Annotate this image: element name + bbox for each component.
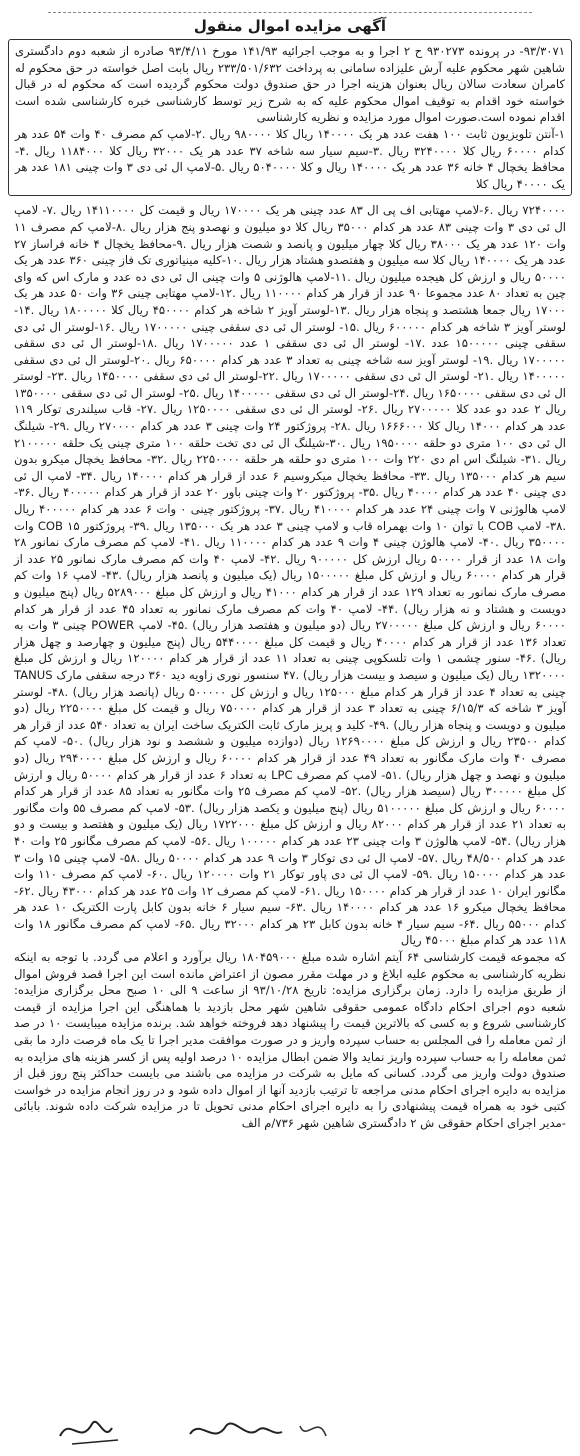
signature-scribbles bbox=[0, 1406, 580, 1452]
intro-box bbox=[8, 39, 572, 196]
notice-body bbox=[8, 202, 572, 1131]
clipping-top-edge bbox=[48, 6, 532, 13]
handwritten-signatures bbox=[0, 1406, 580, 1452]
closing-paragraph: که مجموعه قیمت کارشناسی ۶۴ آیتم اشاره شده مبلغ ۱۸۰۴۵۹۰۰۰ ریال برآورد و اعلام می گردد. با توجه به اینکه نظریه کارشناسی به محکوم علیه ابلاغ و در مهلت مقرر مصون از اعتراض مانده است این اجرا قصد فروش اموال از طریق مزایده را دارد. زمان برگزاری مزایده: تاریخ ۹۳/۱۰/۲۸ از ساعت ۹ الی ۱۰ صبح محل برگزاری مزایده: شعبه دوم اجرای احکام دادگاه عمومی حقوقی شاهین شهر محل بازدید با هماهنگی این اجرا مزایده از قیمت کارشناسی شروع و به کسی که بالاترین قیمت را پیشنهاد دهد فروخته خواهد شد. برنده مزایده میبایست ۱۰ در صد از ثمن معامله را فی المجلس به حساب سپرده واریز و در صورت موافقت مدیر اجرا تا یک ماه فرصت دارد ما بقی ثمن معامله را به حساب سپرده واریز نماید والا ضمن ابطال مزایده ۱۰ درصد اولیه پس از کسر هزینه های مزایده به صندوق دولت واریز می گردد. کسانی که مایل به شرکت در مزایده می باشند می بایست حداکثر پنج روز قبل از مزایده به دایره اجرای احکام مدنی مراجعه تا ترتیب بازدید آنها از اموال داده شود و در روز انجام مزایده در خواست کتبی خود به همراه قیمت پیشنهادی را به دایره اجرای احکام مدنی تحویل تا در مزایده شرکت داده شوند. بابائی -مدیر اجرای احکام حقوقی ش ۲ دادگستری شاهین شهر ۷۳۶/م الف bbox=[14, 950, 567, 1130]
items-list-part1: ۱-آنتن تلویزیون ثابت ۱۰۰ هفت عدد هر یک ۱۴۰۰۰۰ ریال کلا ۹۸۰۰۰۰ ریال .۲-لامپ کم مصرف ۴۰ وات ۵۴ عدد هر کدام ۶۰۰۰۰ ریال کلا ۳۲۴۰۰۰۰ ریال .۳-سیم سیار سه شاخه ۳۷ عدد هر یک ۳۲۰۰۰ ریال کلا ۱۱۸۴۰۰۰ ریال .۴-محافظ یخچال ۴ خانه ۳۶ عدد هر یک ۱۴۰۰۰۰ ریال و کلا ۵۰۴۰۰۰۰ ریال .۵-لامپ ال ئی دی ۳ وات چینی ۱۸۱ عدد هر یک ۴۰۰۰۰ ریال کلا bbox=[15, 126, 566, 191]
items-list-part2: ۷۲۴۰۰۰۰ ریال .۶-لامپ مهتابی اف پی ال ۸۳ عدد چینی هر یک ۱۷۰۰۰۰ ریال و قیمت کل ۱۴۱۱۰۰۰۰ ریال .۷- لامپ ال ئی دی ۳ وات چینی ۸۳ عدد هر کدام ۳۵۰۰۰ ریال کلا دو میلیون و نهصدو پنج هزار ریال .۸-لامپ کم مصرف ۱۱ وات ۱۲۰ عدد هر یک ۳۸۰۰۰ ریال کلا چهار میلیون و پانصد و شصت هزار ریال .۹-محافظ یخچال ۴ خانه فراساز ۲۷ عدد هر یک ۱۴۰۰۰۰ ریال کلا سه میلیون و هفتصدو هشتاد هزار ریال .۱۰-کلیه مینیاتوری تک فاز چینی ۳۶۰ عدد هر یک ۵۰۰۰۰ ریال و ارزش کل هیجده میلیون ریال .۱۱-لامپ هالوژنی ۵ وات چینی ال ئی دی ده عدد و مارک اس که وای چین به تعداد ۸۰ عدد مجموعا ۹۰ عدد از قرار هر کدام ۱۱۰۰۰۰ ریال .۱۲-لامپ مهتابی چینی ۳۶ وات ۵۰ عدد هر یک ۱۷۰۰۰ ریال جمعا هشتصد و پنجاه هزار ریال .۱۳-لوستر آویز ۲ شاخه هر کدام ۴۵۰۰۰۰ ریال کلا ۱۸۰۰۰۰۰ ریال .۱۴-لوستر آویز ۳ شاخه هر کدام ۶۰۰۰۰۰ ریال .۱۵- لوستر ال ئی دی سقفی چینی ۱۷۰۰۰۰۰ ریال .۱۶-لوستر ال ئی دی سقفی چینی ۱۵۰۰۰۰۰ عدد .۱۷- لوستر ال ئی دی سقفی ۱ عدد ۱۷۰۰۰۰۰ ریال .۱۸-لوستر ال ئی دی سقفی ۱۷۰۰۰۰۰ ریال .۱۹- لوستر آویز سه شاخه چینی به تعداد ۳ عدد هر کدام ۶۵۰۰۰۰ ریال .۲۰-لوستر ال ئی دی سقفی ۱۴۰۰۰۰۰ ریال .۲۱- لوستر ال ئی دی سقفی ۱۷۰۰۰۰۰ ریال .۲۲-لوستر ال ئی دی سقفی ۱۴۵۰۰۰۰ ریال .۲۳- لوستر ال ئی دی سقفی ۱۶۵۰۰۰۰ ریال .۲۴-لوستر ال ئی دی سقفی ۱۴۰۰۰۰۰ ریال .۲۵- لوستر ال ئی دی سقفی ۱۳۵۰۰۰۰ ریال ۲ عدد دو عدد کلا ۲۷۰۰۰۰۰ ریال .۲۶- لوستر ال ئی دی سقفی ۱۲۵۰۰۰۰ ریال .۲۷- قاب سیلندری توکار ۱۱۹ عدد هر کدام ۱۴۰۰۰ ریال کلا ۱۶۶۶۰۰۰ ریال .۲۸- پروژکتور ۲۴ وات چینی ۳ عدد هر کدام ۲۷۰۰۰۰ ریال .۲۹- شیلنگ ال ئی دی ۱۰۰ متری دو حلقه ۱۹۵۰۰۰۰ ریال .۳۰-شیلنگ ال ئی دی تخت حلقه ۱۰۰ متری چینی یک حلقه ۲۱۰۰۰۰۰ ریال .۳۱- شیلنگ اس ام دی ۲۲۰ وات ۱۰۰ متری دو حلقه هر حلقه ۲۲۵۰۰۰۰ ریال .۳۲- محافظ یخچال میکرو بدون سیم هر کدام ۱۳۵۰۰۰ ریال .۳۳- محافظ یخچال میکروسیم ۶ عدد از قرار هر کدام ۱۴۰۰۰۰ ریال .۳۴- لامپ ال ئی دی چینی ۴۰ عدد هر کدام ۴۰۰۰۰ ریال .۳۵- پروژکتور ۲۰ وات چینی باور ۲۰ عدد از قرار هر کدام ۴۰۰۰۰۰ ریال .۳۶- لامپ هالوژنی ۷ وات چینی ۲۴ عدد هر کدام ۴۱۰۰۰۰ ریال .۳۷- پروژکتور چینی ۰ وات ۶ عدد هر کدام ۴۰۰۰۰۰ ریال .۳۸- لامپ COB با توان ۱۰ وات بهمراه قاب و لامپ چینی ۳ عدد هر یک ۱۳۵۰۰۰ ریال .۳۹- پروژکتور COB ۱۵ وات ۳۵۰۰۰۰ ریال .۴۰- لامپ هالوژن چینی ۴ وات ۹ عدد هر کدام ۱۱۰۰۰۰ ریال .۴۱- لامپ کم مصرف مارک نمانور ۲۸ وات ۱۸ عدد از قرار ۵۰۰۰۰ ریال ارزش کل ۹۰۰۰۰۰ ریال .۴۲- لامپ ۴۰ وات کم مصرف مارک نمانور ۲۵ عدد از قرار هر کدام ۶۰۰۰۰ ریال و ارزش کل مبلغ ۱۵۰۰۰۰۰ ریال (یک میلیون و پانصد هزار ریال) .۴۳- لامپ ۱۶ وات کم مصرف مارک نمانور به تعداد ۱۲۹ عدد از قرار هر کدام ۴۱۰۰۰ ریال و ارزش کل مبلغ ۵۲۸۹۰۰۰ ریال (پنج میلیون و دویست و هشتاد و نه هزار ریال) .۴۴- لامپ ۴۰ وات کم مصرف مارک نمانور به تعداد ۴۵ عدد از قرار هر کدام ۶۰۰۰۰ ریال و ارزش کل مبلغ ۲۷۰۰۰۰۰ ریال (دو میلیون و هفتصد هزار ریال) .۴۵- لامپ POWER چینی ۳ وات به تعداد ۱۳۶ عدد از قرار هر کدام ۴۰۰۰۰ ریال و قیمت کل مبلغ ۵۴۴۰۰۰۰ ریال (پنج میلیون و چهارصد و چهل هزار ریال) .۴۶- سنور چشمی ۱ وات تلسکوپی چینی به تعداد ۱۱ عدد از قرار هر کدام ۱۲۰۰۰۰ ریال و ارزش کل مبلغ ۱۳۲۰۰۰۰ ریال (یک میلیون و سیصد و بیست هزار ریال) .۴۷ سنسور نوری زاویه دید ۳۶۰ درجه سقفی مارک TANUS چینی به تعداد ۴ عدد از قرار هر کدام مبلغ ۱۲۵۰۰۰ ریال و ارزش کل ۵۰۰۰۰۰ ریال (پانصد هزار ریال) .۴۸- لوستر آویز ۳ شاخه که ۶/۱۵/۳ چینی به تعداد ۳ عدد از قرار هر کدام ۷۵۰۰۰۰ ریال و قیمت کل مبلغ ۲۲۵۰۰۰۰ ریال (دو میلیون و دویست و پنجاه هزار ریال) .۴۹- کلید و پریز مارک ثابت الکتریک ساخت ایران به تعداد ۵۴۰ عدد از قرار هر کدام ۲۳۵۰۰ ریال و ارزش کل مبلغ ۱۲۶۹۰۰۰۰ ریال (دوازده میلیون و ششصد و نود هزار ریال) .۵۰- لامپ کم مصرف ۴۰ وات مارک مگانور به تعداد ۴۹ عدد از قرار هر کدام ۶۰۰۰۰ ریال و ارزش کل مبلغ ۲۹۴۰۰۰۰ ریال (دو میلیون و نهصد و چهل هزار ریال) .۵۱- لامپ کم مصرف LPC به تعداد ۶ عدد از قرار هر کدام ۵۰۰۰۰ ریال و ارزش کل مبلغ ۳۰۰۰۰۰ ریال (سیصد هزار ریال) .۵۲- لامپ کم مصرف ۲۵ وات مگانور به تعداد ۸۵ عدد از قرار هر کدام ۶۰۰۰۰ ریال و ارزش کل مبلغ ۵۱۰۰۰۰۰ ریال (پنج میلیون و یکصد هزار ریال) .۵۳- لامپ کم مصرف ۵۵ وات مگانور به تعداد ۲۱ عدد از قرار هر کدام ۸۲۰۰۰ ریال و ارزش کل مبلغ ۱۷۲۲۰۰۰ ریال (یک میلیون و هفتصد و بیست و دو هزار ریال) .۵۴- لامپ هالوژن ۳ وات چینی ۲۳ عدد هر کدام ۱۰۰۰۰۰ ریال .۵۶- لامپ کم مصرف مگانور ۲۵ وات ۴۰ عدد هر کدام ۴۸/۵۰۰ ریال .۵۷- لامپ ال ئی دی توکار ۳ وات ۹ عدد هر کدام ۵۰۰۰۰ ریال .۵۸- لامپ چینی ۱۵ وات ۳ عدد هر کدام ۱۵۰۰۰۰ ریال .۵۹- لامپ ال ئی دی پاور توکار ۲۱ وات ۱۲۰۰۰۰ ریال .۶۰- لامپ کم مصرف ۱۱۰ وات مگانور ایران ۱۰ عدد از قرار هر کدام ۱۵۰۰۰۰ ریال .۶۱- لامپ کم مصرف ۱۲ وات ۲۵ عدد هر کدام ۴۳۰۰۰ ریال .۶۲- محافظ یخچال میکرو ۱۶ عدد هر کدام ۱۴۰۰۰۰ ریال .۶۳- سیم سیار ۶ خانه بدون کابل پارت الکتریک ۱۰ عدد هر کدام ۵۵۰۰۰ ریال .۶۴- سیم سیار ۴ خانه بدون کابل ۲۳ هر کدام ۳۲۰۰۰ ریال .۶۵- لامپ کم مصرف مگانور ۱۸ وات ۱۱۸ عدد هر کدام مبلغ ۴۵۰۰۰ ریال bbox=[14, 203, 567, 948]
intro-paragraph: ۹۳/۳۰۷۱- در پرونده ۹۳۰۲۷۳ ح ۲ اجرا و به موجب اجرائیه ۱۴۱/۹۳ مورخ ۹۳/۴/۱۱ صادره از شعبه دوم دادگستری شاهین شهر محکوم علیه آرش علیزاده سامانی به پرداخت ۲۳۳/۵۰۱/۶۳۲ ریال بابت اصل خواسته در حق محکوم له کامران سعادت سالان ریال بعنوان هزینه اجرا در حق صندوق دولت محکوم گردیده است که محکوم له در قبال خواسته خود اقدام به توقیف اموال محکوم علیه که به شرح زیر توسط کارشناسی خبره کارشناسی شده است اقدام نموده است.صورت اموال مورد مزایده و نظریه کارشناسی bbox=[15, 44, 565, 125]
notice-title: آگهی مزایده اموال منقول bbox=[193, 17, 387, 35]
